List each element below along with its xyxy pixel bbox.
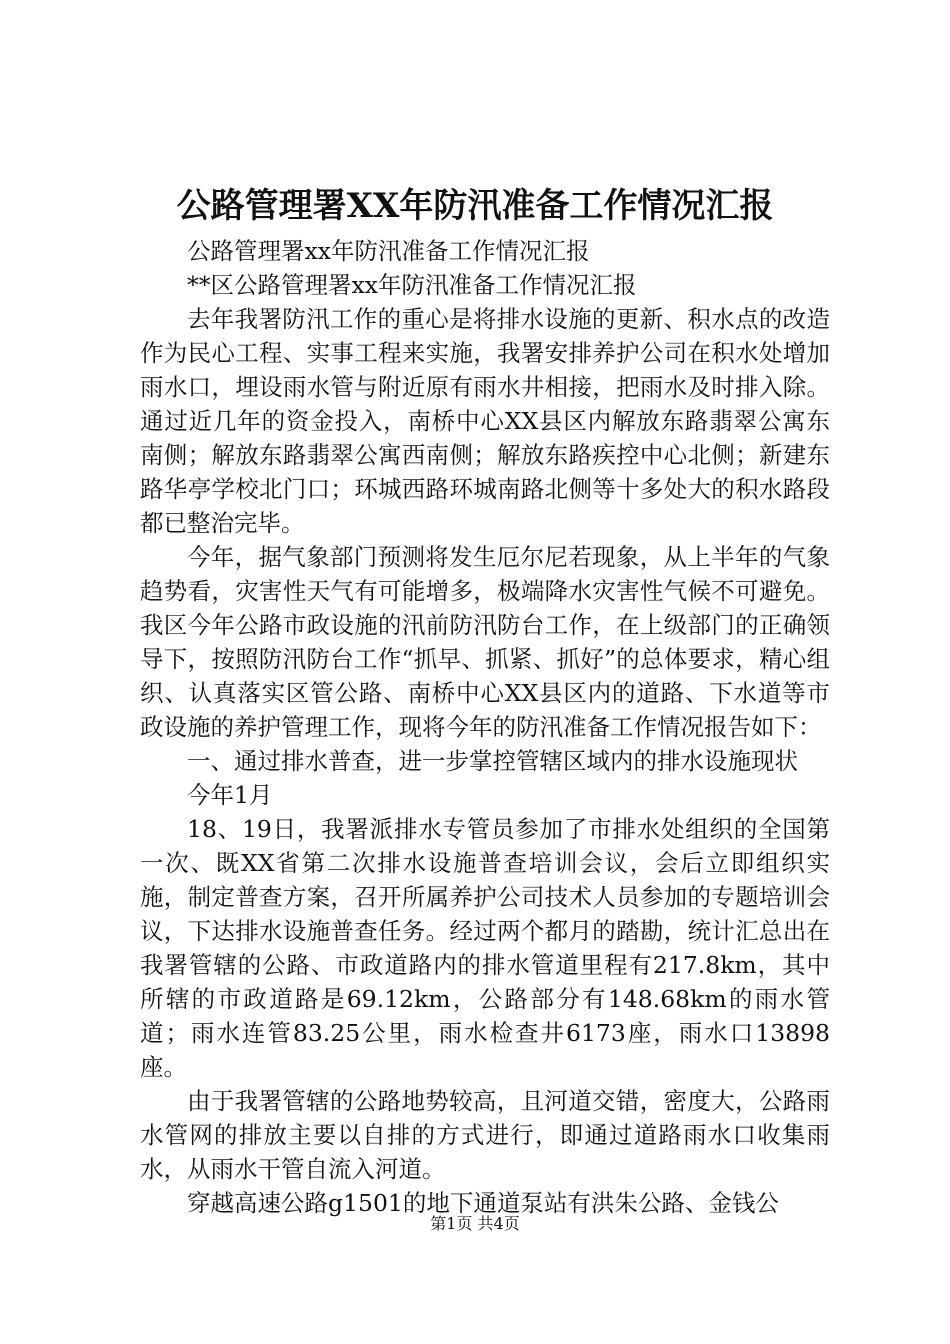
- paragraph: 今年1月: [187, 781, 273, 809]
- paragraph: 由于我署管辖的公路地势较高，且河道交错，密度大，公路雨水管网的排放主要以自排的方式进行，即通过道路雨水口收集雨水，从雨水干管自流入河道。: [140, 1087, 830, 1183]
- paragraph: 今年，据气象部门预测将发生厄尔尼若现象，从上半年的气象趋势看，灾害性天气有可能增多，极端降水灾害性气候不可避免。我区今年公路市政设施的汛前防汛防台工作，在上级部门的正确领导下，按照防汛防台工作“抓早、抓紧、抓好”的总体要求，精心组织、认真落实区管公路、南桥中心XX县区内的道路、下水道等市政设施的养护管理工作，现将今年的防汛准备工作情况报告如下：: [140, 543, 830, 741]
- paragraph: 去年我署防汛工作的重心是将排水设施的更新、积水点的改造作为民心工程、实事工程来实施，我署安排养护公司在积水处增加雨水口，埋设雨水管与附近原有雨水井相接，把雨水及时排入除。通过近几年的资金投入，南桥中心XX县区内解放东路翡翠公寓东南侧；解放东路翡翠公寓西南侧；解放东路疾控中心北侧；新建东路华亭学校北门口；环城西路环城南路北侧等十多处大的积水路段都已整治完毕。: [140, 305, 830, 537]
- paragraph: 18、19日，我署派排水专管员参加了市排水处组织的全国第一次、既XX省第二次排水设施普查培训会议，会后立即组织实施，制定普查方案，召开所属养护公司技术人员参加的专题培训会议，下达排水设施普查任务。经过两个都月的踏勘，统计汇总出在我署管辖的公路、市政道路内的排水管道里程有217.8km，其中所辖的市政道路是69.12km，公路部分有148.68km的雨水管道；雨水连管83.25公里，雨水检查井6173座，雨水口13898座。: [140, 815, 830, 1081]
- paragraph-subtitle: 公路管理署xx年防汛准备工作情况汇报: [187, 237, 590, 265]
- paragraph-district-subtitle: **区公路管理署xx年防汛准备工作情况汇报: [187, 271, 637, 299]
- document-title: 公路管理署XX年防汛准备工作情况汇报: [176, 186, 774, 226]
- section-heading: 一、通过排水普查，进一步掌控管辖区域内的排水设施现状: [187, 747, 798, 775]
- paragraph: 穿越高速公路g1501的地下通道泵站有洪朱公路、金钱公: [187, 1189, 779, 1217]
- page-footer: 第1页 共4页: [430, 1214, 520, 1233]
- document-body: [140, 234, 830, 1220]
